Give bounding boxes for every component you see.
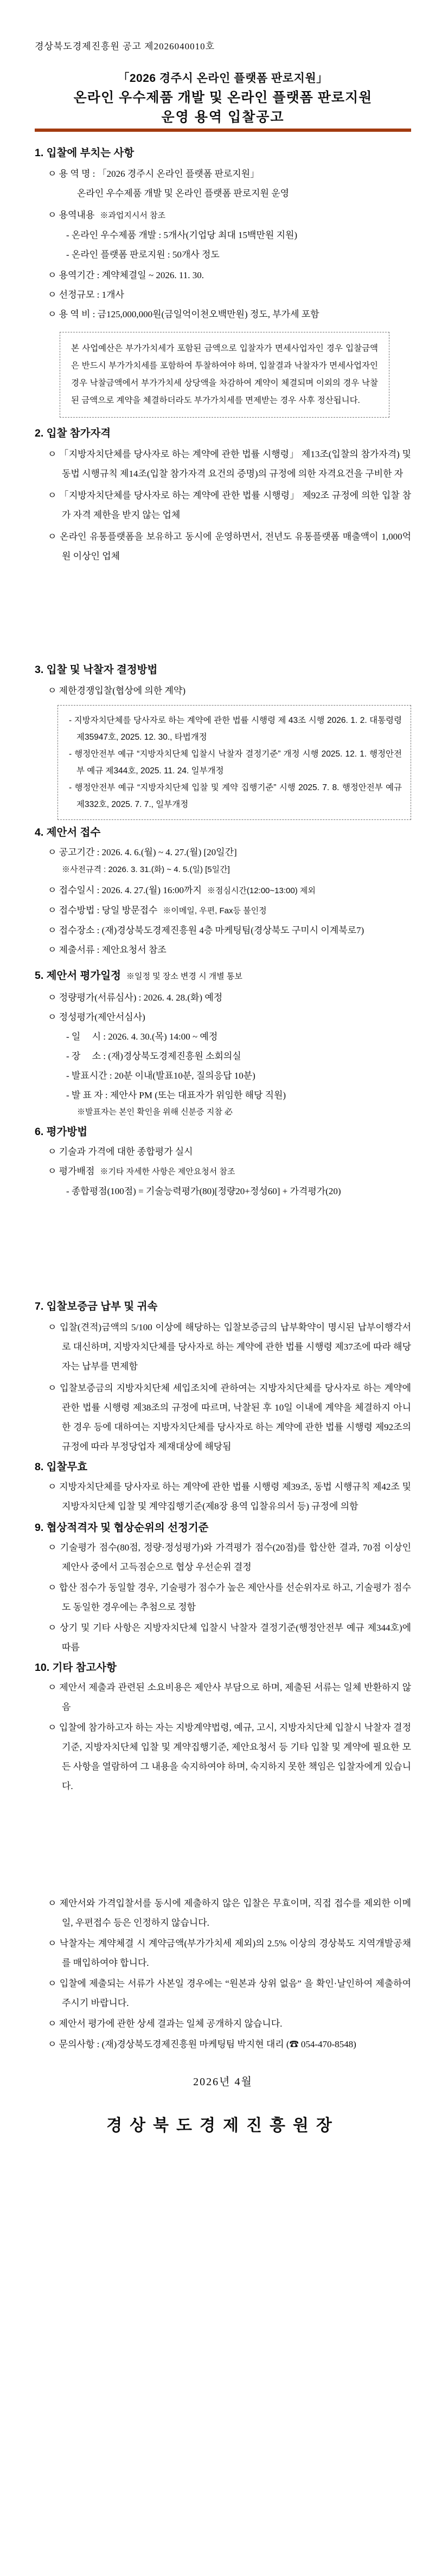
vat-notice-box: 본 사업예산은 부가가치세가 포함된 금액으로 입찰자가 면세사업자인 경우 입찰금액은 반드시 부가가치세를 포함하여 투찰하여야 하며, 입찰결과 낙찰자가 면세사업자인 경우 낙찰금액에서 부가가치세 상당액을 차감하여 계약이 체결되며 이외의 경우 낙찰된 금액으로 계약을 체결하더라도 부가가치세를 면제받는 경우 사후 정산됩니다. xyxy=(60,332,389,418)
lunch-time-note: ※점심시간(12:00~13:00) 제외 xyxy=(207,886,316,895)
document-title xyxy=(35,69,411,127)
list-item: ㅇ 기술과 가격에 대한 종합평가 실시 xyxy=(48,1146,193,1157)
list-item: ㅇ 낙찰자는 계약체결 시 계약금액(부가가치세 제외)의 2.5% 이상의 경상북도 지역개발공채를 매입하여야 합니다. xyxy=(48,1938,411,1968)
list-item: ㅇ 용역기간 : 계약체결일 ~ 2026. 11. 30. xyxy=(48,270,204,280)
bid-announcement-document xyxy=(0,40,448,2576)
list-item: ㅇ 제안서 제출과 관련된 소요비용은 제안사 부담으로 하며, 제출된 서류는 일체 반환하지 않음 xyxy=(48,1682,411,1712)
section-5-heading: 5. 제안서 평가일정 ※일정 및 장소 변경 시 개별 통보 xyxy=(35,970,242,982)
section-2-heading: 2. 입찰 참가자격 xyxy=(35,427,111,439)
legal-reference-line: - 행정안전부 예규 “지방자치단체 입찰 및 계약 집행기준” 시행 2025. 7. 8. 행정안전부 예규 제332호, 2025. 7. 7., 일부개정 xyxy=(69,783,402,809)
legal-reference-line: - 지방자치단체를 당사자로 하는 계약에 관한 법률 시행령 제 43조 시행 2026. 1. 2. 대통령령 제35947호, 2025. 12. 30., 타법개정 xyxy=(69,716,402,742)
list-item: ㅇ 입찰보증금의 지방자치단체 세입조치에 관하여는 지방자치단체를 당사자로 하는 계약에 관한 법률 시행령 제38조의 규정에 따르며, 낙찰된 후 10일 이내에 계약을 체결하지 아니한 경우 등에 대하여는 지방자치단체를 당사자로 하는 계약에 관한 법률 시행령 제92조의 규정에 따라 부정당업자 제재대상에 해당됨 xyxy=(48,1383,411,1452)
list-item: ㅇ 「지방자치단체를 당사자로 하는 계약에 관한 법률 시행령」 제92조 규정에 의한 입찰 참가 자격 제한을 받지 않는 업체 xyxy=(48,490,411,520)
list-item: ㅇ 제출서류 : 제안요청서 참조 xyxy=(48,945,167,955)
list-item: ㅇ 제안서 평가에 관한 상세 결과는 일체 공개하지 않습니다. xyxy=(48,2018,283,2029)
list-item: ㅇ 기술평가 점수(80점, 정량·정성평가)와 가격평가 점수(20점)를 합산한 결과, 70점 이상인 제안사 중에서 고득점순으로 협상 우선순위 결정 xyxy=(48,1542,411,1572)
legal-reference-box xyxy=(57,705,411,820)
section-10-heading: 10. 기타 참고사항 xyxy=(35,1662,117,1674)
contact-line: ㅇ 문의사항 : (재)경상북도경제진흥원 마케팅팀 박지현 대리 (☎ 054-470-8548) xyxy=(48,2039,356,2049)
list-item: ㅇ 입찰에 참가하고자 하는 자는 지방계약법령, 예규, 고시, 지방자치단체 입찰시 낙찰자 결정기준, 지방자치단체 입찰 및 계약집행기준, 제안요청서 등 기타 입찰 및 계약에 필요한 모든 사항을 열람하여 그 내용을 숙지하여야 하며, 숙지하지 못한 책임은 입찰자에게 있습니다. xyxy=(48,1722,411,1791)
document-page xyxy=(0,40,448,2138)
list-item: ㅇ 정성평가(제안서심사) xyxy=(48,1012,145,1022)
sub-list-item: - 온라인 우수제품 개발 : 5개사(기업당 최대 15백만원 지원) xyxy=(66,230,298,240)
reference-note: ※과업지시서 참조 xyxy=(100,211,165,220)
phone-icon: ☎ xyxy=(289,2039,299,2049)
sub-list-item: - 장 소 : (재)경상북도경제진흥원 소회의실 xyxy=(66,1051,241,1061)
list-item: ㅇ 「지방자치단체를 당사자로 하는 계약에 관한 법률 시행령」 제13조(입찰의 참가자격) 및 동법 시행규칙 제14조(입찰 참가자격 요건의 증명)의 규정에 의한 자격요건을 구비한 자 xyxy=(48,449,411,479)
sub-list-item: - 일 시 : 2026. 4. 30.(목) 14:00 ~ 예정 xyxy=(66,1031,218,1042)
list-item: ㅇ 입찰에 제출되는 서류가 사본일 경우에는 “원본과 상위 없음” 을 확인·날인하여 제출하여 주시기 바랍니다. xyxy=(48,1978,411,2008)
list-item: ㅇ 접수장소 : (재)경상북도경제진흥원 4층 마케팅팀(경상북도 구미시 이계북로7) xyxy=(48,925,364,935)
list-item: ㅇ 공고기간 : 2026. 4. 6.(월) ~ 4. 27.(월) [20일간] xyxy=(48,847,237,857)
issuer-signature: 경상북도경제진흥원장 xyxy=(106,2117,340,2135)
title-line-1: 「2026 경주시 온라인 플랫폼 판로지원」 xyxy=(118,72,328,85)
section-8-heading: 8. 입찰무효 xyxy=(35,1461,88,1473)
id-required-note: ※발표자는 본인 확인을 위해 신분증 지참 必 xyxy=(77,1107,233,1117)
section-1-heading: 1. 입찰에 부치는 사항 xyxy=(35,147,135,159)
list-item: ㅇ 접수방법 : 당일 방문접수 ※이메일, 우편, Fax등 불인정 xyxy=(48,905,267,915)
sub-list-item: - 종합평점(100점) = 기술능력평가(80)[정량20+정성60] + 가격평가(20) xyxy=(66,1186,341,1196)
section-7-heading: 7. 입찰보증금 납부 및 귀속 xyxy=(35,1300,158,1312)
list-item: ㅇ 평가배점 ※기타 자세한 사항은 제안요청서 참조 xyxy=(48,1166,235,1176)
list-item-continuation: 온라인 우수제품 개발 및 온라인 플랫폼 판로지원 운영 xyxy=(77,188,290,198)
list-item: ㅇ 용역내용 ※과업지시서 참조 xyxy=(48,210,165,220)
list-item: ㅇ 제안서와 가격입찰서를 동시에 제출하지 않은 입찰은 무효이며, 직접 접수를 제외한 이메일, 우편접수 등은 인정하지 않습니다. xyxy=(48,1898,411,1928)
list-item: ㅇ 합산 점수가 동일할 경우, 기술평가 점수가 높은 제안사를 선순위자로 하고, 기술평가 점수도 동일한 경우에는 추첨으로 정함 xyxy=(48,1582,411,1612)
title-divider-rule xyxy=(35,129,411,132)
list-item: ㅇ 선정규모 : 1개사 xyxy=(48,290,124,300)
section-6-heading: 6. 평가방법 xyxy=(35,1126,88,1138)
list-item: ㅇ 접수일시 : 2026. 4. 27.(월) 16:00까지 ※점심시간(12:00~13:00) 제외 xyxy=(48,885,316,895)
list-item: ㅇ 용 역 비 : 금125,000,000원(금일억이천오백만원) 정도, 부가세 포함 xyxy=(48,309,319,319)
schedule-change-note: ※일정 및 장소 변경 시 개별 통보 xyxy=(126,972,242,981)
pre-spec-note: ※사전규격 : 2026. 3. 31.(화) ~ 4. 5.(일) [5일간] xyxy=(62,865,230,874)
list-item: ㅇ 입찰(견적)금액의 5/100 이상에 해당하는 입찰보증금의 납부확약이 명시된 납부이행각서로 대신하며, 지방자치단체를 당사자로 하는 계약에 관한 법률 시행령 제37조에 따라 해당자는 납부를 면제함 xyxy=(48,1322,411,1372)
list-item: ㅇ 제한경쟁입찰(협상에 의한 계약) xyxy=(48,685,185,696)
issue-date: 2026년 4월 xyxy=(193,2076,253,2088)
sub-list-item: - 발표시간 : 20분 이내(발표10분, 질의응답 10분) xyxy=(66,1071,255,1081)
list-item: ㅇ 온라인 유통플랫폼을 보유하고 동시에 운영하면서, 전년도 유통플랫폼 매출액이 1,000억원 이상인 업체 xyxy=(48,531,411,561)
list-item: ㅇ 용 역 명 : 「2026 경주시 온라인 플랫폼 판로지원」 xyxy=(48,169,260,179)
list-item: ㅇ 지방자치단체를 당사자로 하는 계약에 관한 법률 시행령 제39조, 동법 시행규칙 제42조 및 지방자치단체 입찰 및 계약집행기준(제8장 용역 입찰유의서 등) 규정에 의함 xyxy=(48,1482,411,1511)
sub-list-item: - 온라인 플랫폼 판로지원 : 50개사 정도 xyxy=(66,249,220,260)
rfp-reference-note: ※기타 자세한 사항은 제안요청서 참조 xyxy=(100,1167,235,1176)
section-4-heading: 4. 제안서 접수 xyxy=(35,826,101,838)
legal-reference-line: - 행정안전부 예규 “지방자치단체 입찰시 낙찰자 결정기준” 개정 시행 2025. 12. 1. 행정안전부 예규 제344호, 2025. 11. 24. 일부개정 xyxy=(69,749,402,776)
notice-number: 경상북도경제진흥원 공고 제2026040010호 xyxy=(35,41,215,52)
section-9-heading: 9. 협상적격자 및 협상순위의 선정기준 xyxy=(35,1522,209,1534)
title-line-3: 운영 용역 입찰공고 xyxy=(161,110,285,125)
sub-list-item: - 발 표 자 : 제안사 PM (또는 대표자가 위임한 해당 직원) xyxy=(66,1090,286,1100)
no-email-note: ※이메일, 우편, Fax등 불인정 xyxy=(163,906,267,915)
title-line-2: 온라인 우수제품 개발 및 온라인 플랫폼 판로지원 xyxy=(73,90,373,105)
section-3-heading: 3. 입찰 및 낙찰자 결정방법 xyxy=(35,664,158,676)
list-item: ㅇ 상기 및 기타 사항은 지방자치단체 입찰시 낙찰자 결정기준(행정안전부 예규 제344호)에 따름 xyxy=(48,1623,411,1652)
list-item: ㅇ 정량평가(서류심사) : 2026. 4. 28.(화) 예정 xyxy=(48,992,223,1003)
